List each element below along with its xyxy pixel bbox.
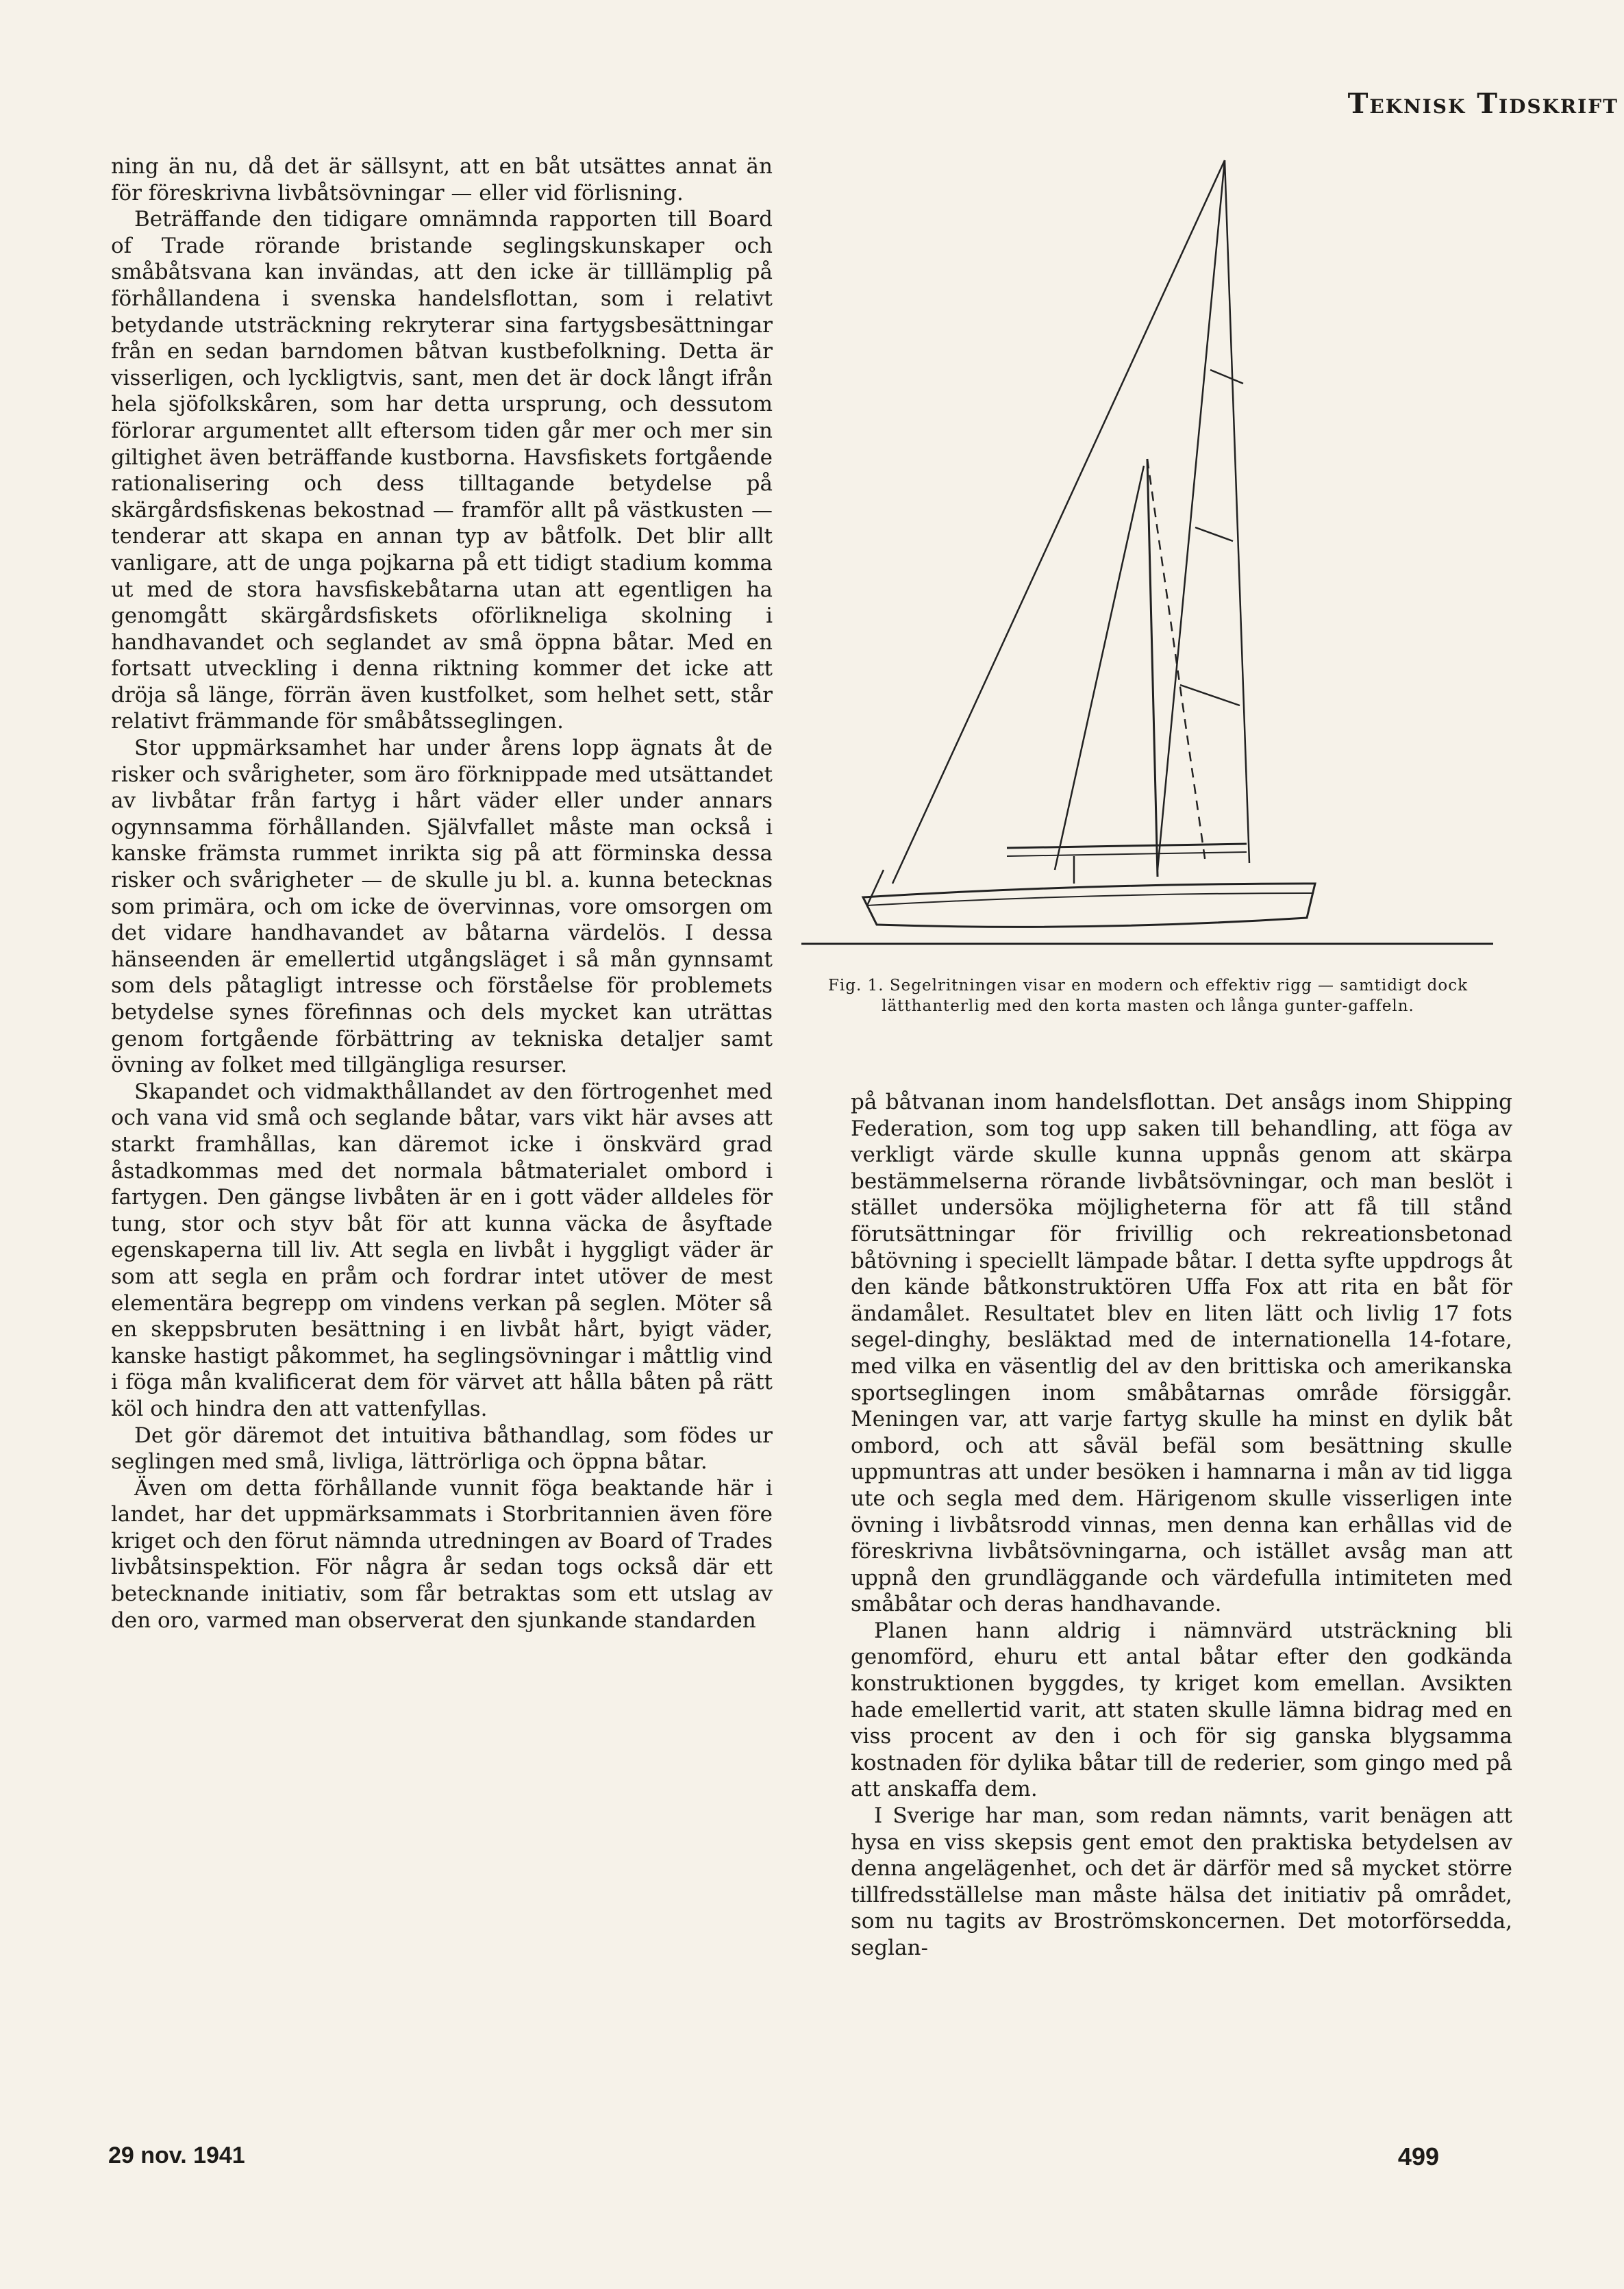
paragraph: ning än nu, då det är sällsynt, att en båt utsättes annat än för föreskrivna livbåtsövningar — eller vid förlisning. bbox=[111, 154, 773, 205]
sail-plan-drawing bbox=[801, 144, 1493, 966]
figure-caption: Fig. 1. Segelritningen visar en modern och effektiv rigg — samtidigt dock lätthanterlig med den korta masten och långa gunter-gaffeln. bbox=[827, 977, 1469, 1015]
batten-line bbox=[1180, 685, 1240, 705]
stem-line bbox=[867, 870, 884, 905]
paragraph: Beträffande den tidigare omnämnda rapporten till Board of Trade rörande bristande seglingskunskaper och småbåtsvana kan invändas, att den icke är tilllämplig på förhållandena i svenska handelsflottan, som i relativt betydande utsträckning rekryterar sina fartygsbesättningar från en sedan barndomen båtvan kustbefolkning. Detta är visserligen, och lyckligtvis, sant, men det är dock långt ifrån hela sjöfolkskåren, som har detta ursprung, och dessutom förlorar argumentet allt eftersom tiden går mer och mer sin giltighet även beträffande kustborna. Havsfiskets fortgående rationalisering och dess tilltagande betydelse på skärgårdsfiskenas bekostnad — framför allt på västkusten — tenderar att skapa en annan typ av båtfolk. Det blir allt vanligare, att de unga pojkarna på ett tidigt stadium komma ut med de stora havsfiskebåtarna utan att egentligen ha genomgått skärgårdsfiskets oförlikneliga skolning i handhavandet och seglandet av små öppna båtar. Med en fortsatt utveckling i denna riktning kommer det icke att dröja så länge, förrän även kustfolket, som helhet sett, står relativt främmande för småbåtsseglingen. bbox=[111, 207, 773, 734]
hull-outline bbox=[863, 884, 1315, 927]
paragraph: Det gör däremot det intuitiva båthandlag, som födes ur seglingen med små, livliga, lättrörliga och öppna båtar. bbox=[111, 1423, 773, 1475]
paragraph: Stor uppmärksamhet har under årens lopp ägnats åt de risker och svårigheter, som äro förknippade med utsättandet av livbåtar från fartyg i hårt väder eller under annars ogynnsamma förhållanden. Självfallet måste man också i kanske främsta rummet inrikta sig på att förminska dessa risker och svårigheter — de skulle ju bl. a. kunna betecknas som primära, och om icke de övervinnas, vore omsorgen om det vidare handhavandet av båtarna värdelös. I dessa hänseenden är emellertid utgångsläget i så mån gynnsamt som dels påtagligt intresse och förståelse för problemets betydelse synes förefinnas och dels mycket kan uträttas genom fortgående förbättring av tekniska detaljer samt övning av folket med tillgängliga resurser. bbox=[111, 736, 773, 1078]
sail-plan-figure bbox=[801, 144, 1493, 966]
issue-date: 29 nov. 1941 bbox=[108, 2142, 245, 2168]
paragraph: Även om detta förhållande vunnit föga beaktande här i landet, har det uppmärksammats i Storbritannien även före kriget och den förut nämnda utredningen av Board of Trades livbåtsinspektion. För några år sedan togs också där ett betecknande initiativ, som får betraktas som ett utslag av den oro, varmed man observerat den sjunkande standarden bbox=[111, 1475, 773, 1633]
mast-line bbox=[1147, 459, 1158, 877]
jib-leech-line bbox=[1055, 466, 1144, 870]
boom-line bbox=[1007, 844, 1247, 848]
left-column bbox=[111, 153, 773, 1634]
paragraph: I Sverige har man, som redan nämnts, varit benägen att hysa en viss skepsis gent emot den praktiska betydelsen av denna angelägenhet, och det är därför med så mycket större tillfredsställelse man måste hälsa det initiativ på området, som nu tagits av Broströmskoncernen. Det motorförsedda, seglan- bbox=[851, 1803, 1512, 1960]
paragraph: Skapandet och vidmakthållandet av den förtrogenhet med och vana vid små och seglande båtar, vars vikt här avses att starkt framhållas, kan däremot icke i önskvärd grad åstadkommas med det normala båtmaterialet ombord i fartygen. Den gängse livbåten är en i gott väder alldeles för tung, stor och styv båt för att kunna väcka de åsyftade egenskaperna till liv. Att segla en livbåt i hyggligt väder är som att segla en pråm och fordrar intet utöver de mest elementära begrepp om vindens verkan på seglen. Möter så en skeppsbruten besättning i en livbåt hårt, byigt väder, kanske hastigt påkommet, ha seglingsövningar i måttlig vind i föga mån kvalificerat dem för värvet att hålla båten på rätt köl och hindra den att vattenfyllas. bbox=[111, 1079, 773, 1421]
batten-line bbox=[1195, 527, 1233, 541]
gunter-gaff-line bbox=[1158, 160, 1225, 870]
paragraph: på båtvanan inom handelsflottan. Det ansågs inom Shipping Federation, som tog upp saken till behandling, att föga av verkligt värde skulle kunna uppnås genom att skärpa bestämmelserna rörande livbåtsövningar, och man beslöt i stället undersöka möjligheterna för att få till stånd förutsättningar för frivillig och rekreationsbetonad båtövning i speciellt lämpade båtar. I detta syfte uppdrogs åt den kände båtkonstruktören Uffa Fox att rita en båt för ändamålet. Resultatet blev en liten lätt och livlig 17 fots segel-dinghy, besläktad med de internationella 14-fotare, med vilka en väsentlig del av den brittiska och amerikanska sportseglingen inom småbåtarnas område försiggår. Meningen var, att varje fartyg skulle ha minst en dylik båt ombord, och att såväl befäl som besättning skulle uppmuntras att under besöken i hamnarna i mån av tid ligga ute och segla med dem. Härigenom skulle visserligen inte övning i livbåtsrodd vinnas, men denna kan erhållas vid de föreskrivna livbåtsövningarna, och istället avsåg man att uppnå den grundläggande och värdefulla intimiteten med småbåtar och deras handhavande. bbox=[851, 1090, 1512, 1617]
batten-line bbox=[1210, 370, 1243, 384]
page-number: 499 bbox=[1397, 2142, 1439, 2171]
sheer-line bbox=[867, 893, 1314, 905]
boom-line bbox=[1007, 852, 1247, 856]
journal-title: Teknisk Tidskrift bbox=[1347, 88, 1619, 120]
mainsail-leech-line bbox=[1225, 160, 1249, 863]
paragraph: Planen hann aldrig i nämnvärd utsträckning bli genomförd, ehuru ett antal båtar efter den godkända konstruktionen byggdes, ty kriget kom emellan. Avsikten hade emellertid varit, att staten skulle lämna bidrag med en viss procent av den i och för sig ganska blygsamma kostnaden för dylika båtar till de rederier, som gingo med på att anskaffa dem. bbox=[851, 1618, 1512, 1802]
right-column bbox=[851, 1089, 1512, 1962]
forestay-line bbox=[892, 160, 1225, 884]
